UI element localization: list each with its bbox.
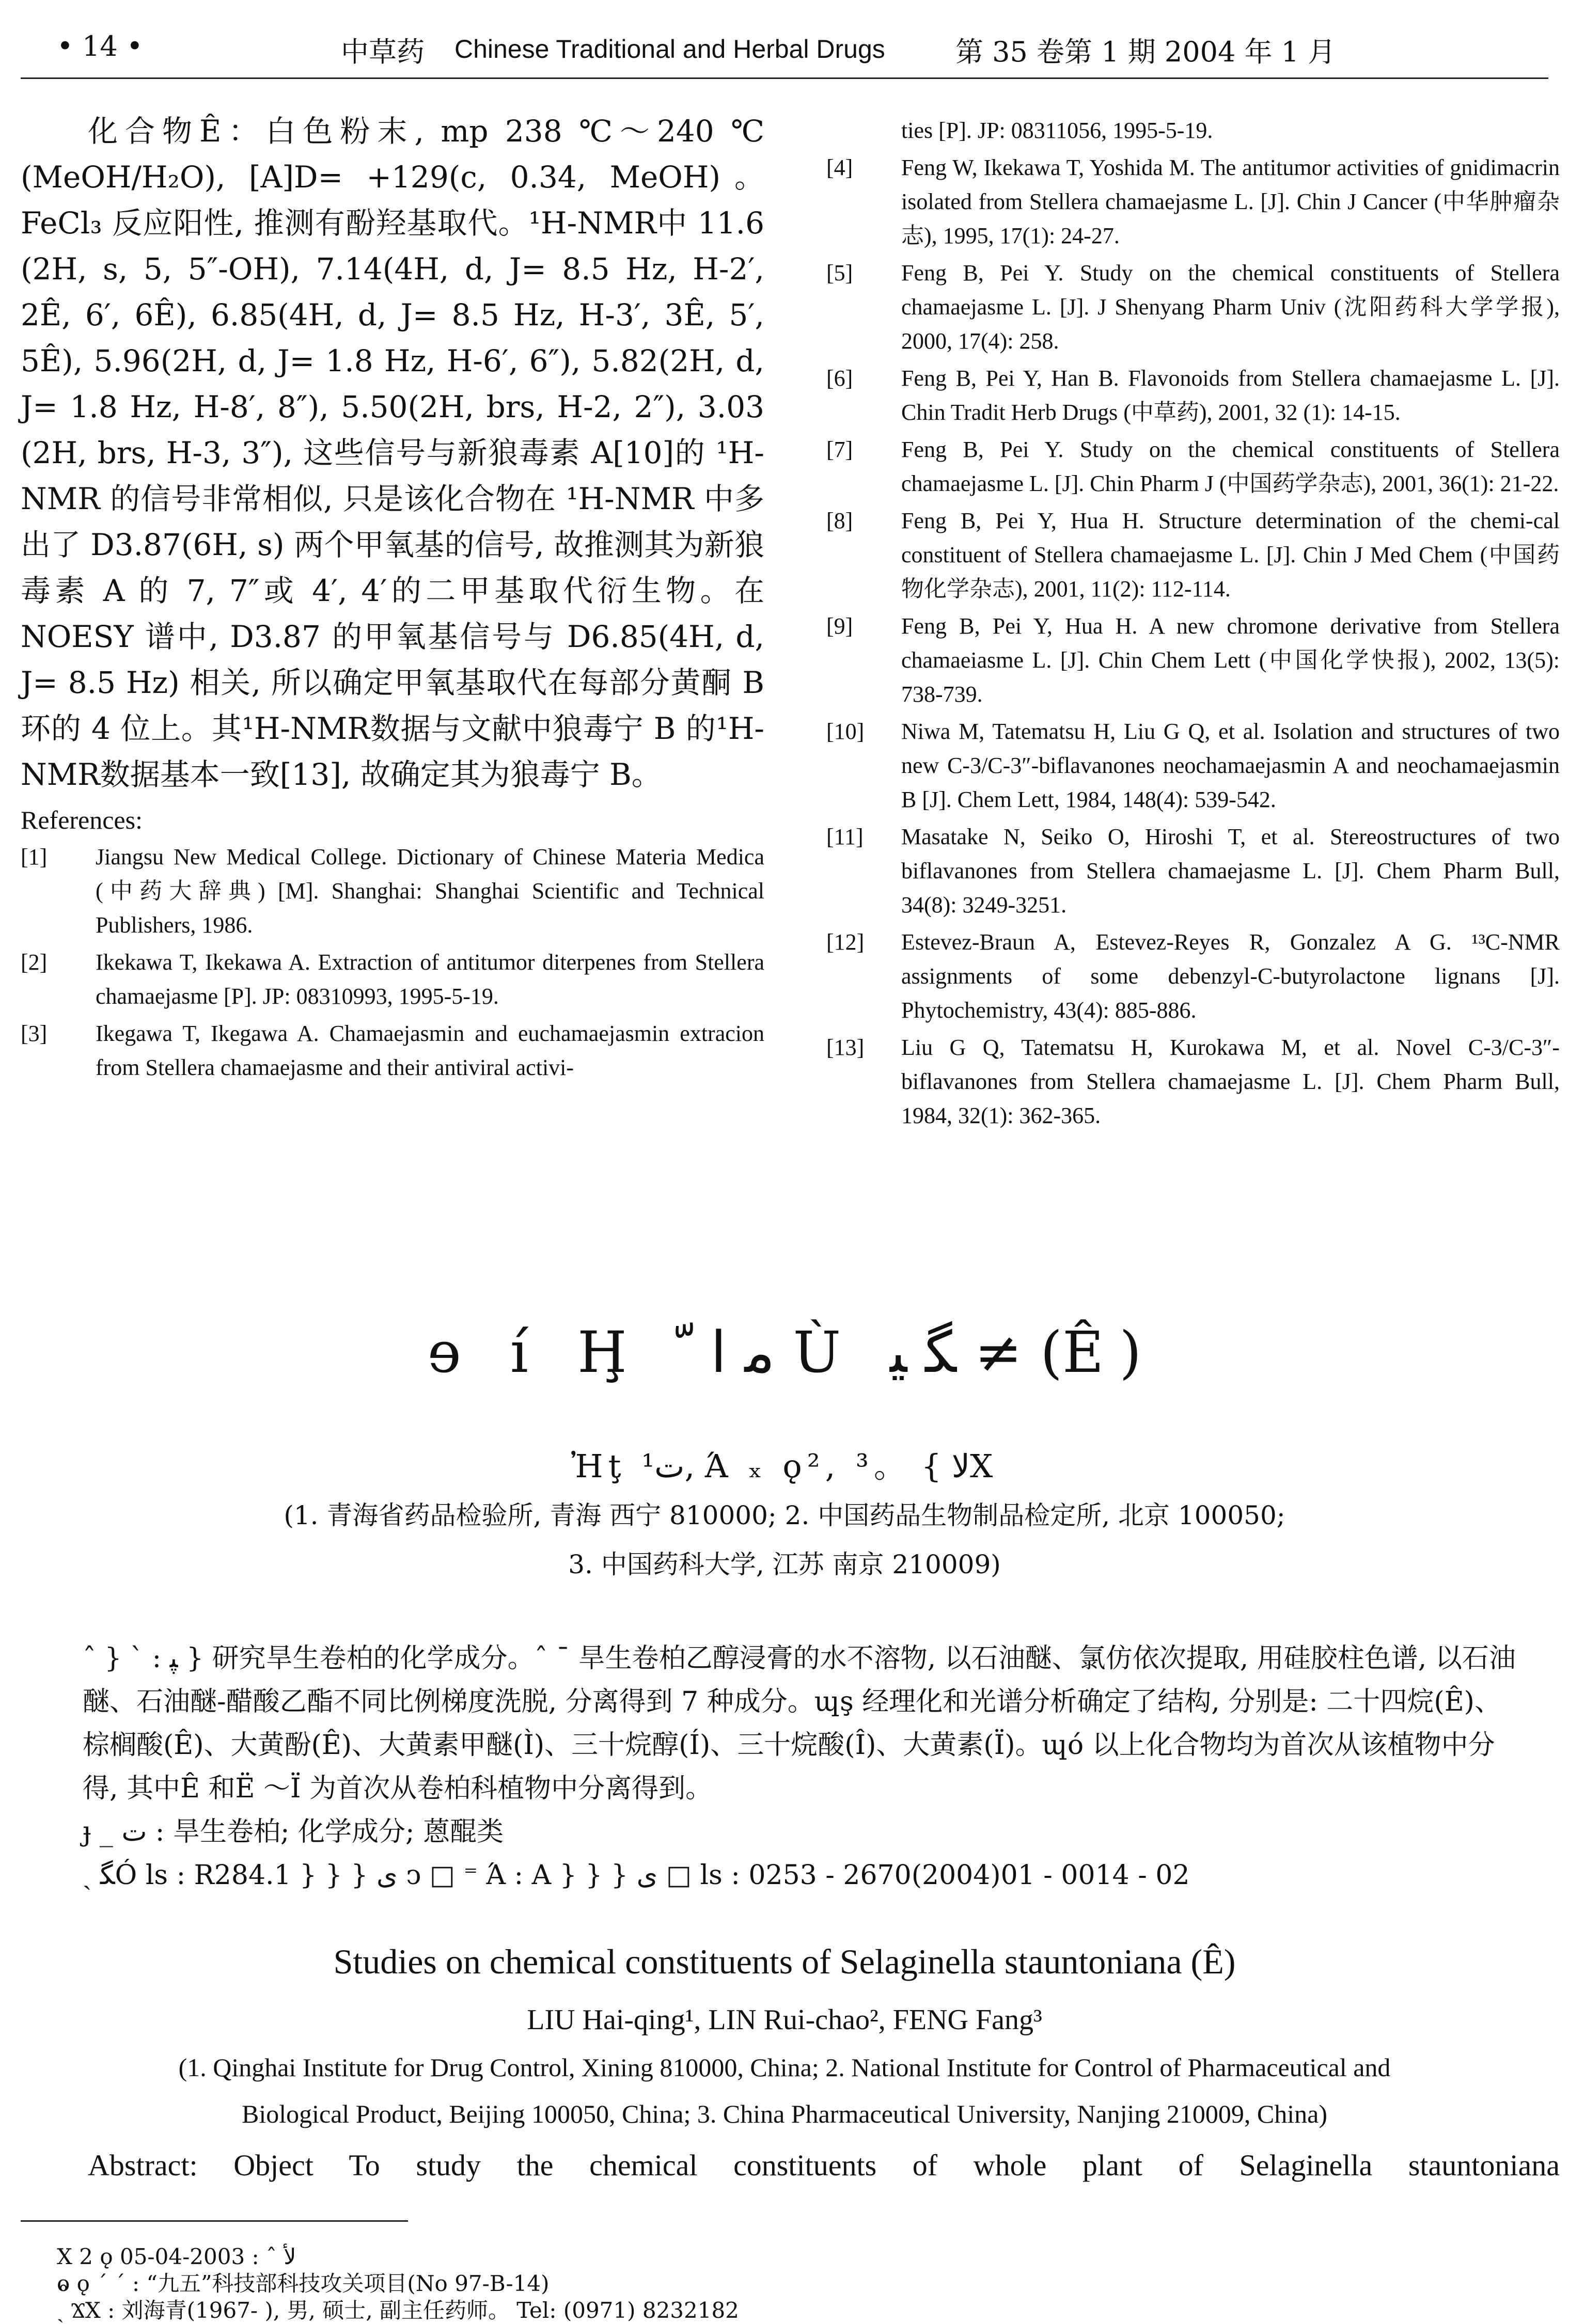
footnote-received: X 2 ǫ ﻷ ˆ : 2003-04-05 [57, 2244, 296, 2269]
article-title-en: Studies on chemical constituents of Selaginella stauntoniana (Ê) [333, 1942, 1236, 1981]
affiliation-en-line-1: (1. Qinghai Institute for Drug Control, Xining 810000, China; 2. National Institute for Control of Pharmaceutical and [178, 2053, 1391, 2082]
keywords-cn: ɟ _ ﺕ : 旱生卷柏; 化学成分; 蒽醌类 [83, 1816, 504, 1847]
abstract-cn-body: ˆ } ˋ : ﭙ } 研究旱生卷柏的化学成分。ˆ ˉ 旱生卷柏乙醇浸膏的水不溶物, 以石油醚、氯仿依次提取, 用硅胶柱色谱, 以石油醚、石油醚-醋酸乙酯不同比例梯度洗脱, 分离得到 7 种成分。ɰş 经理化和光谱分析确定了结构, 分别是: 二十四烷(Ê)、棕榈酸(Ê)、大黄酚(Ê)、大黄素甲醚(Ì)、三十烷醇(Í)、三十烷酸(Î)、大黄素(Ï)。ɰó 以上化合物均为首次从该植物中分得, 其中Ê 和Ë ～Ï 为首次从卷柏科植物中分离得到。 [83, 1643, 1516, 1804]
reference-item: [11] Masatake N, Seiko O, Hiroshi T, et al. Stereostructures of two biflavanones from Stellera chamaejasme L. [J]. Chem Pharm Bull, 34(8): 3249-3251. [826, 824, 1560, 918]
reference-item: [9] Feng B, Pei Y, Hua H. A new chromone derivative from Stellera chamaeiasme L. [J]. Chin Chem Lett (中国化学快报), 2002, 13(5): 738-739. [826, 613, 1560, 707]
reference-item: [3] Ikegawa T, Ikegawa A. Chamaejasmin and euchamaejasmin extracion from Stellera chamaejasme and their antiviral activi- [21, 1021, 764, 1080]
reference-item: [5] Feng B, Pei Y. Study on the chemical constituents of Stellera chamaejasme L. [J]. J Shenyang Pharm Univ (沈阳药科大学学报), 2000, 17(4): 258. [826, 260, 1560, 354]
authors-cn: Ἠţ ﺕ¹, Ά ₓ ǫ², ﻻ } 。³X [571, 1447, 998, 1485]
right-column [826, 114, 1560, 1136]
affiliation-cn-line-1: (1. 青海省药品检验所, 青海 西宁 810000; 2. 中国药品生物制品检定所, 北京 100050; [284, 1500, 1285, 1530]
reference-item: [6] Feng B, Pei Y, Han B. Flavonoids from Stellera chamaejasme L. [J]. Chin Tradit Herb Drugs (中草药), 2001, 32 (1): 14-15. [826, 366, 1560, 425]
reference-item: [8] Feng B, Pei Y, Hua H. Structure determination of the chemi-cal constituent of Stellera chamaejasme L. [J]. Chin J Med Chem (中国药物化学杂志), 2001, 11(2): 112-114. [826, 508, 1560, 602]
affiliation-cn-line-2: 3. 中国药科大学, 江苏 南京 210009) [568, 1550, 1001, 1579]
body-paragraph: 化合物Ê：白色粉末, mp 238 ℃～240 ℃ (MeOH/H₂O), [A]D= +129(c, 0.34, MeOH)。FeCl₃ 反应阳性, 推测有酚羟基取代。¹H-NMR中 11.6 (2H, s, 5, 5″-OH), 7.14(4H, d, J= 8.5 Hz, H-2′, 2Ê, 6′, 6Ê), 6.85(4H, d, J= 8.5 Hz, H-3′, 3Ê, 5′, 5Ê), 5.96(2H, d, J= 1.8 Hz, H-6′, 6″), 5.82(2H, d, J= 1.8 Hz, H-8′, 8″), 5.50(2H, brs, H-2, 2″), 3.03 (2H, brs, H-3, 3″), 这些信号与新狼毒素 A[10]的 ¹H-NMR 的信号非常相似, 只是该化合物在 ¹H-NMR 中多出了 D3.87(6H, s) 两个甲氧基的信号, 故推测其为新狼毒素 A 的 7, 7″或 4′, 4′的二甲基取代衍生物。在 NOESY 谱中, D3.87 的甲氧基信号与 D6.85(4H, d, J= 8.5 Hz) 相关, 所以确定甲氧基取代在每部分黄酮 B 环的 4 位上。其¹H-NMR数据与文献中狼毒宁 B 的¹H-NMR数据基本一致[13], 故确定其为狼毒宁 B。 [21, 114, 764, 792]
journal-name-en: Chinese Traditional and Herbal Drugs [454, 35, 885, 64]
issue-info: 第 35 卷第 1 期 2004 年 1 月 [955, 36, 1336, 68]
page-number: • 14 • [57, 30, 143, 62]
reference-continuation: ties [P]. JP: 08311056, 1995-5-19. [901, 118, 1213, 143]
reference-item: [1] Jiangsu New Medical College. Dictionary of Chinese Materia Medica (中药大辞典) [M]. Shanghai: Shanghai Scientific and Technical Publishers, 1986. [21, 844, 764, 938]
reference-item: [4] Feng W, Ikekawa T, Yoshida M. The antitumor activities of gnidimacrin isolated from Stellera chamaejasme L. [J]. Chin J Cancer (中华肿瘤杂志), 1995, 17(1): 24-27. [826, 155, 1560, 248]
running-header [21, 21, 1548, 79]
journal-name-cn: 中草药 [341, 36, 425, 68]
references-heading: References: [21, 805, 143, 834]
reference-item: [12] Estevez-Braun A, Estevez-Reyes R, Gonzalez A G. ¹³C-NMR assignments of some debenzyl-C-butyrolactone lignans [J]. Phytochemistry, 43(4): 885-886. [826, 929, 1560, 1023]
reference-list-left [21, 840, 764, 1085]
reference-item: [13] Liu G Q, Tatematsu H, Kurokawa M, et al. Novel C-3/C-3″-biflavanones from Stellera chamaejasme L. [J]. Chem Pharm Bull, 1984, 32(1): 362-365. [826, 1035, 1560, 1128]
article-title-cn: ɘ í Ḩ ﻣ ا ﹼ Ù ﮕ ﻴ ≠ (Ê) [427, 1319, 1142, 1385]
footnote-funding: ⱺ ǫ ˊ ˊ : “九五”科技部科技攻关项目(No 97-B-14) [57, 2271, 550, 2296]
reference-item: [2] Ikekawa T, Ikekawa A. Extraction of antitumor diterpenes from Stellera chamaejasme [P]. JP: 08310993, 1995-5-19. [21, 950, 764, 1009]
footnote-author: ˏ ϪX : 刘海青(1967- ), 男, 硕士, 副主任药师。 Tel: (0971) 8232182 [57, 2298, 739, 2323]
reference-item: [10] Niwa M, Tatematsu H, Liu G Q, et al. Isolation and structures of two new C-3/C-3″-biflavanones neochamaejasmin A and neochamaejasmin B [J]. Chem Lett, 1984, 148(4): 539-542. [826, 719, 1560, 812]
abstract-cn [83, 1637, 1518, 1897]
footnote-divider [21, 2220, 408, 2222]
affiliation-en-line-2: Biological Product, Beijing 100050, China; 3. China Pharmaceutical University, Nanjing 210009, China) [241, 2099, 1327, 2128]
abstract-en: Abstract: Object To study the chemical constituents of whole plant of Selaginella stauntoniana [88, 2148, 1560, 2182]
left-column [21, 108, 764, 1088]
classification-line: ˎ ﮕÓ ls : R284.1 } } } ﻯ ↄ □ ⁼ Ά : A } } } ﻯ □ ls : 0253 - 2670(2004)01 - 0014 - 02 [83, 1860, 1190, 1891]
reference-item: [7] Feng B, Pei Y. Study on the chemical constituents of Stellera chamaejasme L. [J]. Chin Pharm J (中国药学杂志), 2001, 36(1): 21-22. [826, 437, 1560, 496]
authors-en: LIU Hai-qing¹, LIN Rui-chao², FENG Fang³ [527, 2004, 1042, 2036]
footnotes [57, 2243, 1400, 2324]
